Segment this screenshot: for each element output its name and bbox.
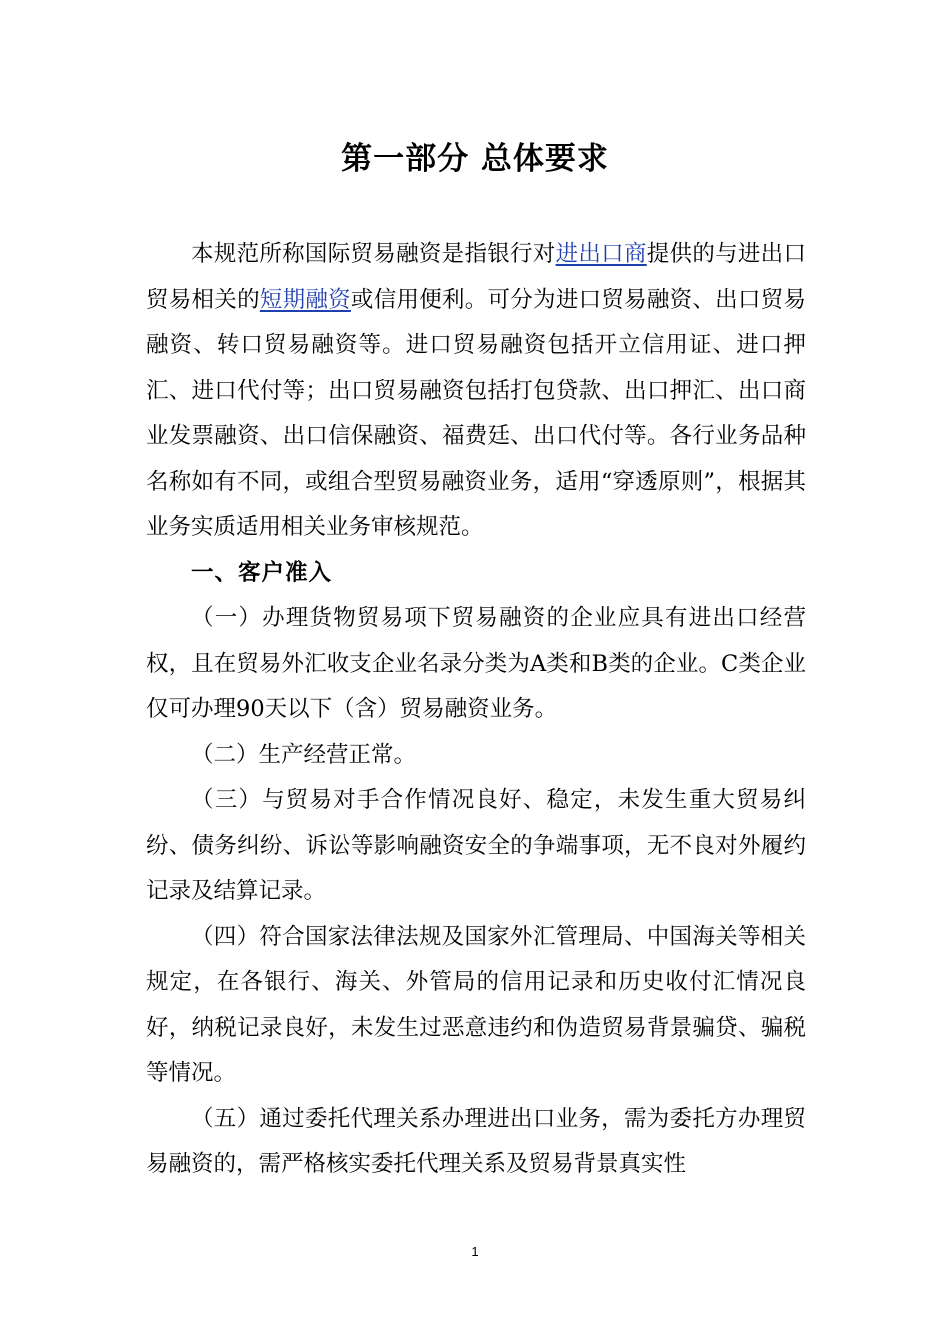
item-2: （二）生产经营正常。 xyxy=(191,741,417,768)
item-5: （五）通过委托代理关系办理进出口业务，需为委托方办理贸易融资的，需严格核实委托代理关系及贸易背景真实性 xyxy=(146,1105,806,1177)
document-body xyxy=(146,232,806,1188)
item-4: （四）符合国家法律法规及国家外汇管理局、中国海关等相关规定，在各银行、海关、外管局的信用记录和历史收付汇情况良好，纳税记录良好，未发生过恶意违约和伪造贸易背景骗贷、骗税等情况。 xyxy=(146,923,806,1086)
intro-paragraph xyxy=(146,232,806,551)
intro-text-2: 提供的与进出口贸易相关的 xyxy=(146,241,806,313)
page-number: 1 xyxy=(471,1244,479,1259)
page-title: 第一部分 总体要求 xyxy=(341,141,609,177)
intro-text-1: 本规范所称国际贸易融资是指银行对 xyxy=(191,241,556,267)
item-3: （三）与贸易对手合作情况良好、稳定，未发生重大贸易纠纷、债务纠纷、诉讼等影响融资安全的争端事项，无不良对外履约记录及结算记录。 xyxy=(146,787,806,904)
section-heading-customer-access: 一、客户准入 xyxy=(191,559,333,586)
intro-text-3: 或信用便利。可分为进口贸易融资、出口贸易融资、转口贸易融资等。进口贸易融资包括开立信用证、进口押汇、进口代付等；出口贸易融资包括打包贷款、出口押汇、出口商业发票融资、出口信保融资、福费廷、出口代付等。各行业务品种名称如有不同，或组合型贸易融资业务，适用“穿透原则”，根据其业务实质适用相关业务审核规范。 xyxy=(146,286,806,540)
link-importers-exporters[interactable]: 进出口商 xyxy=(555,241,647,267)
item-1: （一）办理货物贸易项下贸易融资的企业应具有进出口经营权，且在贸易外汇收支企业名录分类为A类和B类的企业。C类企业仅可办理90天以下（含）贸易融资业务。 xyxy=(146,605,806,722)
link-short-term-financing[interactable]: 短期融资 xyxy=(259,286,351,313)
